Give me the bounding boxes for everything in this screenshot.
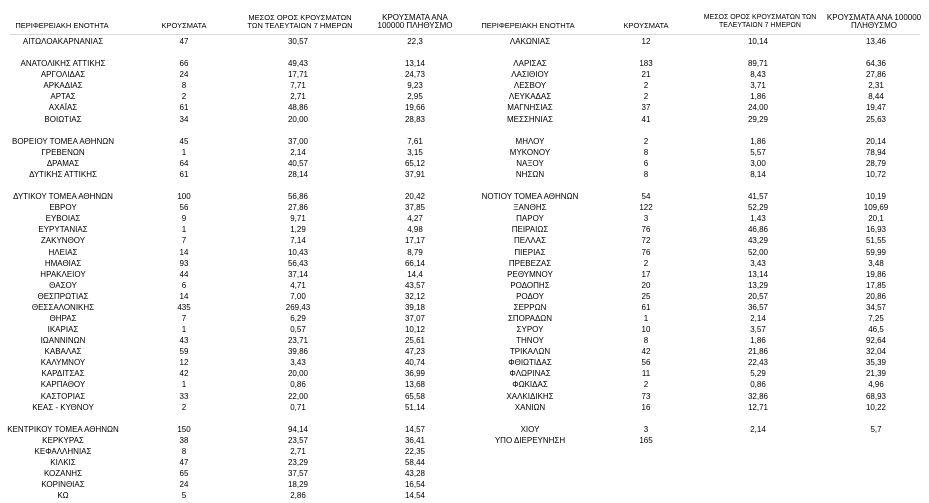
region-cell: ΚΕΝΤΡΙΚΟΥ ΤΟΜΕΑ ΑΘΗΝΩΝ xyxy=(7,424,119,434)
cases-cell: 38 xyxy=(179,435,189,445)
region-cell: ΠΙΕΡΙΑΣ xyxy=(514,247,546,257)
per100k-cell: 8,44 xyxy=(868,92,884,102)
region-cell: ΛΕΥΚΑΔΑΣ xyxy=(508,92,552,102)
per100k-cell: 4,27 xyxy=(407,214,423,224)
region-cell: ΚΑΡΔΙΤΣΑΣ xyxy=(41,369,85,379)
per100k-cell: 43,28 xyxy=(404,469,426,479)
avg-cell: 13,14 xyxy=(747,269,769,279)
per100k-cell: 7,25 xyxy=(868,314,884,323)
region-cell: ΧΙΟΥ xyxy=(520,424,540,434)
per100k-cell: 65,58 xyxy=(404,391,426,401)
region-cell: ΝΑΞΟΥ xyxy=(516,158,544,168)
per100k-cell: 78,94 xyxy=(865,147,887,157)
avg-cell: 1,86 xyxy=(750,136,766,146)
avg-cell: 49,43 xyxy=(287,59,309,69)
avg-cell: 269,43 xyxy=(285,302,311,312)
per100k-cell: 2,31 xyxy=(868,81,884,91)
per100k-cell: 32,12 xyxy=(404,291,426,301)
cases-cell: 45 xyxy=(179,136,189,146)
region-cell: ΙΚΑΡΙΑΣ xyxy=(47,325,79,335)
avg-cell: 46,86 xyxy=(747,225,769,235)
cases-cell: 76 xyxy=(641,247,651,257)
avg-cell: 36,57 xyxy=(747,302,769,312)
per100k-cell: 7,61 xyxy=(407,136,423,146)
cases-cell: 3 xyxy=(643,214,649,224)
cases-cell: 1 xyxy=(181,147,187,157)
region-cell: ΞΑΝΘΗΣ xyxy=(513,203,547,213)
region-cell: ΙΩΑΝΝΙΝΩΝ xyxy=(40,336,86,346)
region-cell: ΚΕΡΚΥΡΑΣ xyxy=(42,435,84,445)
avg-cell: 20,00 xyxy=(287,114,309,124)
avg-cell: 3,00 xyxy=(750,158,766,168)
cases-cell: 2 xyxy=(643,258,649,268)
per100k-cell: 13,68 xyxy=(404,380,426,390)
region-cell: ΠΑΡΟΥ xyxy=(516,214,544,224)
region-cell: ΖΑΚΥΝΘΟΥ xyxy=(40,236,86,246)
cases-cell: 2 xyxy=(643,92,649,102)
avg-cell: 5,57 xyxy=(750,147,766,157)
avg-cell: 0,57 xyxy=(290,325,306,335)
region-cell: ΕΥΒΟΙΑΣ xyxy=(45,214,81,224)
region-cell: ΑΧΑΪΑΣ xyxy=(48,103,78,113)
per100k-cell: 5,7 xyxy=(870,424,882,434)
cases-cell: 14 xyxy=(179,247,189,257)
region-cell: ΚΩ xyxy=(57,491,69,501)
avg-cell: 27,86 xyxy=(287,203,309,213)
region-cell: ΗΛΕΙΑΣ xyxy=(48,247,78,257)
header-region-right: ΠΕΡΙΦΕΡΕΙΑΚΗ ΕΝΟΤΗΤΑ xyxy=(481,21,575,30)
cases-cell: 10 xyxy=(641,325,651,335)
cases-cell: 1 xyxy=(181,325,187,335)
cases-cell: 12 xyxy=(179,358,189,368)
cases-cell: 24 xyxy=(179,70,189,80)
per100k-cell: 59,99 xyxy=(865,247,887,257)
cases-cell: 61 xyxy=(179,169,189,179)
avg-cell: 3,43 xyxy=(290,358,306,368)
cases-cell: 21 xyxy=(641,70,651,80)
per100k-cell: 17,85 xyxy=(865,280,887,290)
cases-cell: 1 xyxy=(181,225,187,235)
cases-cell: 150 xyxy=(177,424,191,434)
per100k-cell: 40,74 xyxy=(404,358,426,368)
avg-cell: 37,14 xyxy=(287,269,309,279)
per100k-cell: 22,35 xyxy=(404,446,426,456)
per100k-cell: 10,72 xyxy=(865,169,887,179)
region-cell: ΚΕΑΣ - ΚΥΘΝΟΥ xyxy=(32,402,94,412)
per100k-cell: 36,99 xyxy=(404,369,426,379)
per100k-cell: 28,79 xyxy=(865,158,887,168)
avg-cell: 2,71 xyxy=(290,446,306,456)
cases-cell: 100 xyxy=(177,192,191,202)
avg-cell: 56,43 xyxy=(287,258,309,268)
cases-cell: 76 xyxy=(641,225,651,235)
cases-cell: 8 xyxy=(181,81,187,91)
cases-cell: 93 xyxy=(179,258,189,268)
region-cell: ΗΡΑΚΛΕΙΟΥ xyxy=(40,269,86,279)
region-cell: ΚΟΖΑΝΗΣ xyxy=(43,469,83,479)
avg-cell: 37,00 xyxy=(287,136,309,146)
region-cell: ΠΕΛΛΑΣ xyxy=(513,236,547,246)
per100k-cell: 25,61 xyxy=(404,336,426,346)
per100k-cell: 32,04 xyxy=(865,347,887,357)
header-cases-left: ΚΡΟΥΣΜΑΤΑ xyxy=(161,21,207,30)
region-cell: ΝΗΣΩΝ xyxy=(515,169,545,179)
region-cell: ΘΗΡΑΣ xyxy=(49,314,77,323)
cases-cell: 8 xyxy=(643,147,649,157)
avg-cell: 1,29 xyxy=(290,225,306,235)
cases-cell: 66 xyxy=(179,59,189,69)
region-cell: ΚΑΡΠΑΘΟΥ xyxy=(40,380,86,390)
avg-cell: 23,71 xyxy=(287,336,309,346)
avg-cell: 0,71 xyxy=(290,402,306,412)
per100k-cell: 66,14 xyxy=(404,258,426,268)
avg-cell: 6,29 xyxy=(290,314,306,323)
avg-cell: 22,43 xyxy=(747,358,769,368)
region-cell: ΒΟΡΕΙΟΥ ΤΟΜΕΑ ΑΘΗΝΩΝ xyxy=(11,136,115,146)
region-cell: ΑΝΑΤΟΛΙΚΗΣ ΑΤΤΙΚΗΣ xyxy=(20,59,106,69)
per100k-cell: 19,66 xyxy=(404,103,426,113)
region-cell: ΠΕΙΡΑΙΩΣ xyxy=(511,225,549,235)
cases-cell: 8 xyxy=(643,169,649,179)
avg-cell: 24,00 xyxy=(747,103,769,113)
region-cell: ΜΕΣΣΗΝΙΑΣ xyxy=(507,114,553,124)
cases-cell: 2 xyxy=(643,81,649,91)
per100k-cell: 19,86 xyxy=(865,269,887,279)
cases-cell: 42 xyxy=(641,347,651,357)
avg-cell: 21,86 xyxy=(747,347,769,357)
cases-cell: 41 xyxy=(641,114,651,124)
cases-cell: 6 xyxy=(181,280,187,290)
per100k-cell: 14,54 xyxy=(404,491,426,501)
region-cell: ΑΡΤΑΣ xyxy=(50,92,76,102)
avg-cell: 2,14 xyxy=(750,314,766,323)
cases-cell: 12 xyxy=(641,37,651,46)
per100k-cell: 25,63 xyxy=(865,114,887,124)
cases-cell: 1 xyxy=(643,314,649,323)
cases-cell: 9 xyxy=(181,214,187,224)
per100k-cell: 16,54 xyxy=(404,480,426,490)
per100k-cell: 8,79 xyxy=(407,247,423,257)
avg-cell: 20,57 xyxy=(747,291,769,301)
region-cell: ΜΗΛΟΥ xyxy=(515,136,545,146)
region-cell: ΔΥΤΙΚΗΣ ΑΤΤΙΚΗΣ xyxy=(29,169,97,179)
region-cell: ΡΟΔΟΠΗΣ xyxy=(510,280,550,290)
region-cell: ΘΕΣΠΡΩΤΙΑΣ xyxy=(37,291,89,301)
avg-cell: 52,29 xyxy=(747,203,769,213)
region-cell: ΕΒΡΟΥ xyxy=(49,203,77,213)
per100k-cell: 4,96 xyxy=(868,380,884,390)
cases-cell: 24 xyxy=(179,480,189,490)
cases-cell: 11 xyxy=(641,369,651,379)
region-cell: ΠΡΕΒΕΖΑΣ xyxy=(508,258,552,268)
avg-cell: 7,71 xyxy=(290,81,306,91)
per100k-cell: 14,4 xyxy=(407,269,423,279)
per100k-cell: 10,22 xyxy=(865,402,887,412)
cases-cell: 54 xyxy=(641,192,651,202)
region-cell: ΑΡΚΑΔΙΑΣ xyxy=(43,81,83,91)
header-avg-left-text: ΜΕΣΟΣ ΟΡΟΣ ΚΡΟΥΣΜΑΤΩΝ ΤΩΝ ΤΕΛΕΥΤΑΙΩΝ 7 ΗΜΕΡΩΝ xyxy=(247,13,353,30)
cases-cell: 17 xyxy=(641,269,651,279)
per100k-cell: 39,18 xyxy=(404,302,426,312)
per100k-cell: 16,93 xyxy=(865,225,887,235)
avg-cell: 30,57 xyxy=(287,37,309,46)
avg-cell: 18,29 xyxy=(287,480,309,490)
region-cell: ΚΑΒΑΛΑΣ xyxy=(44,347,82,357)
region-cell: ΤΗΝΟΥ xyxy=(516,336,544,346)
region-cell: ΧΑΛΚΙΔΙΚΗΣ xyxy=(506,391,554,401)
avg-cell: 22,00 xyxy=(287,391,309,401)
per100k-cell: 46,5 xyxy=(868,325,884,335)
cases-cell: 435 xyxy=(177,302,191,312)
region-cell: ΡΟΔΟΥ xyxy=(516,291,544,301)
avg-cell: 52,00 xyxy=(747,247,769,257)
cases-cell: 6 xyxy=(643,158,649,168)
region-cell: ΕΥΡΥΤΑΝΙΑΣ xyxy=(38,225,88,235)
cases-cell: 61 xyxy=(641,302,651,312)
region-cell: ΛΑΚΩΝΙΑΣ xyxy=(509,37,551,46)
cases-cell: 2 xyxy=(643,380,649,390)
cases-cell: 59 xyxy=(179,347,189,357)
per100k-cell: 13,14 xyxy=(404,59,426,69)
region-cell: ΑΙΤΩΛΟΑΚΑΡΝΑΝΙΑΣ xyxy=(22,37,104,46)
region-cell: ΚΙΛΚΙΣ xyxy=(50,458,76,468)
region-cell: ΔΡΑΜΑΣ xyxy=(46,158,80,168)
cases-cell: 47 xyxy=(179,37,189,46)
avg-cell: 12,71 xyxy=(747,402,769,412)
region-cell: ΑΡΓΟΛΙΔΑΣ xyxy=(40,70,86,80)
per100k-cell: 2,95 xyxy=(407,92,423,102)
region-cell: ΦΩΚΙΔΑΣ xyxy=(512,380,548,390)
cases-cell: 183 xyxy=(639,59,653,69)
per100k-cell: 58,44 xyxy=(404,458,426,468)
per100k-cell: 37,07 xyxy=(404,314,426,323)
avg-cell: 3,57 xyxy=(750,325,766,335)
region-cell: ΡΕΘΥΜΝΟΥ xyxy=(507,269,553,279)
cases-cell: 2 xyxy=(181,92,187,102)
cases-cell: 37 xyxy=(641,103,651,113)
cases-cell: 25 xyxy=(641,291,651,301)
avg-cell: 10,14 xyxy=(747,37,769,46)
avg-cell: 9,71 xyxy=(290,214,306,224)
per100k-cell: 20,14 xyxy=(865,136,887,146)
header-per100k-left xyxy=(372,14,458,30)
region-cell: ΣΕΡΡΩΝ xyxy=(513,302,547,312)
cases-cell: 7 xyxy=(181,236,187,246)
per100k-cell: 68,93 xyxy=(865,391,887,401)
avg-cell: 29,29 xyxy=(747,114,769,124)
avg-cell: 2,14 xyxy=(750,424,766,434)
avg-cell: 23,29 xyxy=(287,458,309,468)
per100k-cell: 14,57 xyxy=(404,424,426,434)
per100k-cell: 20,1 xyxy=(868,214,884,224)
region-cell: ΜΑΓΝΗΣΙΑΣ xyxy=(507,103,553,113)
region-cell: ΥΠΟ ΔΙΕΡΕΥΝΗΣΗ xyxy=(494,435,566,445)
avg-cell: 41,57 xyxy=(747,192,769,202)
cases-cell: 20 xyxy=(641,280,651,290)
cases-cell: 43 xyxy=(179,336,189,346)
avg-cell: 2,86 xyxy=(290,491,306,501)
per100k-cell: 36,41 xyxy=(404,435,426,445)
avg-cell: 40,57 xyxy=(287,158,309,168)
avg-cell: 32,86 xyxy=(747,391,769,401)
avg-cell: 43,29 xyxy=(747,236,769,246)
avg-cell: 1,86 xyxy=(750,336,766,346)
avg-cell: 39,86 xyxy=(287,347,309,357)
region-cell: ΗΜΑΘΙΑΣ xyxy=(44,258,82,268)
header-divider xyxy=(10,34,920,35)
per100k-cell: 4,98 xyxy=(407,225,423,235)
cases-cell: 47 xyxy=(179,458,189,468)
per100k-cell: 51,14 xyxy=(404,402,426,412)
header-avg-right xyxy=(700,14,820,30)
per100k-cell: 17,17 xyxy=(404,236,426,246)
cases-cell: 8 xyxy=(181,446,187,456)
avg-cell: 3,43 xyxy=(750,258,766,268)
avg-cell: 37,57 xyxy=(287,469,309,479)
avg-cell: 48,86 xyxy=(287,103,309,113)
per100k-cell: 19,47 xyxy=(865,103,887,113)
region-cell: ΜΥΚΟΝΟΥ xyxy=(509,147,551,157)
cases-cell: 14 xyxy=(179,291,189,301)
cases-cell: 72 xyxy=(641,236,651,246)
cases-cell: 2 xyxy=(181,402,187,412)
per100k-cell: 34,57 xyxy=(865,302,887,312)
per100k-cell: 65,12 xyxy=(404,158,426,168)
cases-cell: 44 xyxy=(179,269,189,279)
cases-cell: 1 xyxy=(181,380,187,390)
avg-cell: 5,29 xyxy=(750,369,766,379)
per100k-cell: 109,69 xyxy=(863,203,889,213)
region-cell: ΘΕΣΣΑΛΟΝΙΚΗΣ xyxy=(31,302,95,312)
per100k-cell: 37,85 xyxy=(404,203,426,213)
region-cell: ΒΟΙΩΤΙΑΣ xyxy=(44,114,82,124)
per100k-cell: 13,46 xyxy=(865,37,887,46)
region-cell: ΦΘΙΩΤΙΔΑΣ xyxy=(508,358,552,368)
region-cell: ΔΥΤΙΚΟΥ ΤΟΜΕΑ ΑΘΗΝΩΝ xyxy=(13,192,113,202)
region-cell: ΚΑΛΥΜΝΟΥ xyxy=(40,358,86,368)
per100k-cell: 22,3 xyxy=(407,37,423,46)
avg-cell: 0,86 xyxy=(750,380,766,390)
cases-cell: 42 xyxy=(179,369,189,379)
avg-cell: 4,71 xyxy=(290,280,306,290)
header-per100k-left-text: ΚΡΟΥΣΜΑΤΑ ΑΝΑ 100000 ΠΛΗΘΥΣΜΟ xyxy=(377,13,453,30)
region-cell: ΛΑΣΙΘΙΟΥ xyxy=(511,70,549,80)
cases-cell: 7 xyxy=(181,314,187,323)
cases-cell: 56 xyxy=(641,358,651,368)
cases-cell: 65 xyxy=(179,469,189,479)
avg-cell: 0,86 xyxy=(290,380,306,390)
cases-cell: 34 xyxy=(179,114,189,124)
per100k-cell: 47,23 xyxy=(404,347,426,357)
per100k-cell: 3,48 xyxy=(868,258,884,268)
header-avg-left xyxy=(240,14,360,30)
per100k-cell: 64,36 xyxy=(865,59,887,69)
per100k-cell: 10,12 xyxy=(404,325,426,335)
cases-cell: 5 xyxy=(181,491,187,501)
avg-cell: 28,14 xyxy=(287,169,309,179)
avg-cell: 20,00 xyxy=(287,369,309,379)
header-avg-right-text: ΜΕΣΟΣ ΟΡΟΣ ΚΡΟΥΣΜΑΤΩΝ ΤΩΝ ΤΕΛΕΥΤΑΙΩΝ 7 ΗΜΕΡΩΝ xyxy=(703,14,817,29)
avg-cell: 7,14 xyxy=(290,236,306,246)
header-per100k-right xyxy=(822,14,926,30)
per100k-cell: 24,73 xyxy=(404,70,426,80)
avg-cell: 23,57 xyxy=(287,435,309,445)
avg-cell: 8,14 xyxy=(750,169,766,179)
region-cell: ΘΑΣΟΥ xyxy=(49,280,77,290)
per100k-cell: 20,86 xyxy=(865,291,887,301)
avg-cell: 1,43 xyxy=(750,214,766,224)
avg-cell: 10,43 xyxy=(287,247,309,257)
cases-cell: 165 xyxy=(639,435,653,445)
cases-cell: 8 xyxy=(643,336,649,346)
per100k-cell: 35,39 xyxy=(865,358,887,368)
per100k-cell: 3,15 xyxy=(407,147,423,157)
avg-cell: 56,86 xyxy=(287,192,309,202)
per100k-cell: 43,57 xyxy=(404,280,426,290)
region-cell: ΧΑΝΙΩΝ xyxy=(514,402,546,412)
cases-cell: 64 xyxy=(179,158,189,168)
cases-cell: 16 xyxy=(641,402,651,412)
cases-cell: 73 xyxy=(641,391,651,401)
region-cell: ΛΑΡΙΣΑΣ xyxy=(513,59,547,69)
per100k-cell: 21,39 xyxy=(865,369,887,379)
avg-cell: 2,14 xyxy=(290,147,306,157)
per100k-cell: 28,83 xyxy=(404,114,426,124)
per100k-cell: 27,86 xyxy=(865,70,887,80)
cases-cell: 56 xyxy=(179,203,189,213)
avg-cell: 94,14 xyxy=(287,424,309,434)
cases-cell: 3 xyxy=(643,424,649,434)
region-cell: ΦΛΩΡΙΝΑΣ xyxy=(509,369,551,379)
cases-cell: 2 xyxy=(643,136,649,146)
per100k-cell: 92,64 xyxy=(865,336,887,346)
region-cell: ΛΕΣΒΟΥ xyxy=(513,81,547,91)
region-cell: ΓΡΕΒΕΝΩΝ xyxy=(41,147,85,157)
per100k-cell: 37,91 xyxy=(404,169,426,179)
region-cell: ΚΟΡΙΝΘΙΑΣ xyxy=(41,480,85,490)
region-cell: ΣΠΟΡΑΔΩΝ xyxy=(507,314,553,323)
cases-cell: 61 xyxy=(179,103,189,113)
header-region-left: ΠΕΡΙΦΕΡΕΙΑΚΗ ΕΝΟΤΗΤΑ xyxy=(15,21,109,30)
region-cell: ΚΕΦΑΛΛΗΝΙΑΣ xyxy=(34,446,92,456)
header-per100k-right-text: ΚΡΟΥΣΜΑΤΑ ΑΝΑ 100000 ΠΛΗΘΥΣΜΟ xyxy=(826,13,922,30)
cases-cell: 33 xyxy=(179,391,189,401)
avg-cell: 1,86 xyxy=(750,92,766,102)
avg-cell: 3,71 xyxy=(750,81,766,91)
region-cell: ΤΡΙΚΑΛΩΝ xyxy=(509,347,551,357)
per100k-cell: 20,42 xyxy=(404,192,426,202)
per100k-cell: 9,23 xyxy=(407,81,423,91)
avg-cell: 2,71 xyxy=(290,92,306,102)
avg-cell: 7,00 xyxy=(290,291,306,301)
per100k-cell: 51,55 xyxy=(865,236,887,246)
avg-cell: 17,71 xyxy=(287,70,309,80)
per100k-cell: 10,19 xyxy=(865,192,887,202)
avg-cell: 8,43 xyxy=(750,70,766,80)
region-cell: ΣΥΡΟΥ xyxy=(516,325,544,335)
avg-cell: 89,71 xyxy=(747,59,769,69)
region-cell: ΝΟΤΙΟΥ ΤΟΜΕΑ ΑΘΗΝΩΝ xyxy=(481,192,579,202)
header-cases-right: ΚΡΟΥΣΜΑΤΑ xyxy=(623,21,669,30)
cases-cell: 122 xyxy=(639,203,653,213)
avg-cell: 13,29 xyxy=(747,280,769,290)
region-cell: ΚΑΣΤΟΡΙΑΣ xyxy=(40,391,86,401)
